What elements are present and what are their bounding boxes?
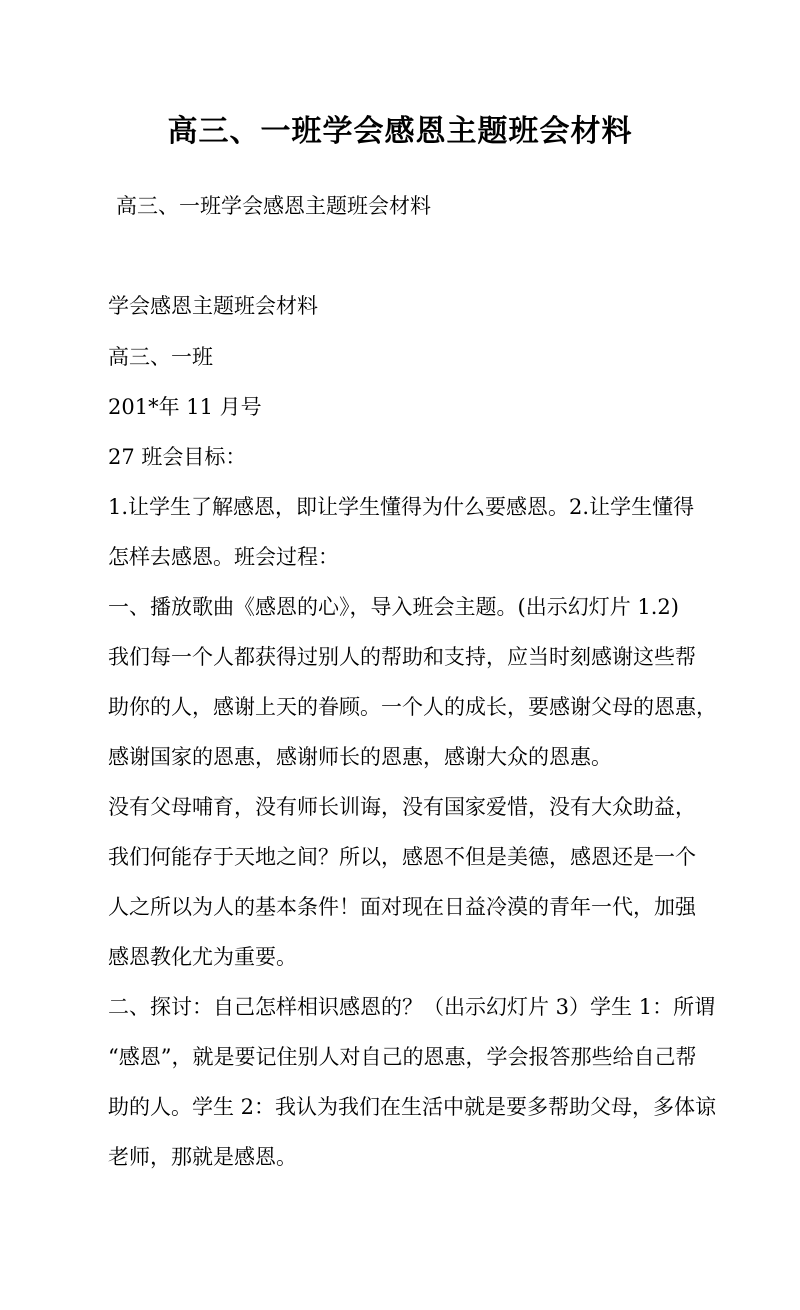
body-line: 助的人。学生 2：我认为我们在生活中就是要多帮助父母，多体谅 bbox=[108, 1095, 717, 1119]
body-line: 人之所以为人的基本条件！面对现在日益冷漠的青年一代，加强 bbox=[108, 895, 696, 919]
body-line: 27 班会目标： bbox=[108, 445, 247, 469]
body-line: “感恩”，就是要记住别人对自己的恩惠，学会报答那些给自己帮 bbox=[108, 1045, 697, 1069]
body-line: 我们每一个人都获得过别人的帮助和支持，应当时刻感谢这些帮 bbox=[108, 645, 696, 669]
body-line: 高三、一班 bbox=[108, 345, 213, 369]
body-line: 怎样去感恩。班会过程： bbox=[108, 545, 339, 569]
body-line: 助你的人，感谢上天的眷顾。一个人的成长，要感谢父母的恩惠， bbox=[108, 695, 717, 719]
body-line: 1.让学生了解感恩，即让学生懂得为什么要感恩。2.让学生懂得 bbox=[108, 495, 695, 519]
body-line: 老师，那就是感恩。 bbox=[108, 1145, 297, 1169]
body-line: 学会感恩主题班会材料 bbox=[108, 294, 318, 318]
body-line: 感恩教化尤为重要。 bbox=[108, 945, 297, 969]
body-line: 没有父母哺育，没有师长训诲，没有国家爱惜，没有大众助益， bbox=[108, 795, 696, 819]
document-title: 高三、一班学会感恩主题班会材料 bbox=[167, 114, 633, 149]
body-line: 我们何能存于天地之间？所以，感恩不但是美德，感恩还是一个 bbox=[108, 845, 696, 869]
body-line: 201*年 11 月号 bbox=[108, 395, 262, 419]
document-subtitle: 高三、一班学会感恩主题班会材料 bbox=[116, 194, 431, 218]
body-line: 二、探讨：自己怎样相识感恩的？（出示幻灯片 3）学生 1：所谓 bbox=[108, 995, 716, 1019]
body-line: 感谢国家的恩惠，感谢师长的恩惠，感谢大众的恩惠。 bbox=[108, 745, 612, 769]
body-line: 一、播放歌曲《感恩的心》，导入班会主题。(出示幻灯片 1.2) bbox=[108, 595, 679, 619]
